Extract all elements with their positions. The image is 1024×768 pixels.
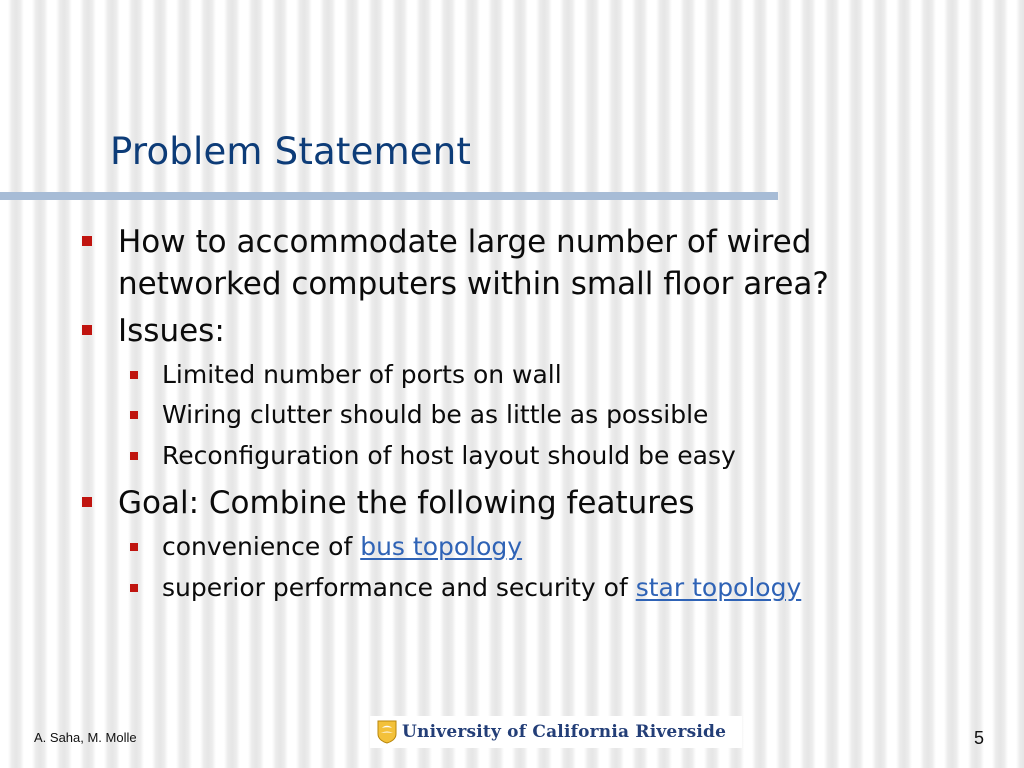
bullet-square-icon [82, 325, 92, 335]
sub-bullet-text: Limited number of ports on wall [162, 360, 562, 389]
star-topology-link[interactable]: star topology [635, 573, 802, 602]
bullet-text-line: networked computers within small floor area? [118, 266, 829, 302]
bullet-square-icon [130, 411, 138, 419]
sub-bullet-prefix: convenience of [162, 532, 361, 561]
logo-text: University of California Riverside [402, 722, 727, 742]
bullet-square-icon [82, 497, 92, 507]
footer-author: A. Saha, M. Molle [34, 730, 137, 745]
bullet-square-icon [130, 584, 138, 592]
sub-bullet-text [162, 569, 801, 607]
bullet-goal-label: Goal: Combine the following features [118, 485, 695, 521]
sub-bullet-prefix: superior performance and security of [162, 573, 636, 602]
bullet-issues-label: Issues: [118, 313, 225, 349]
sub-bullet-text: Wiring clutter should be as little as possible [162, 400, 709, 429]
bullet-square-icon [130, 452, 138, 460]
university-seal-icon [376, 720, 398, 744]
bullet-text-line: How to accommodate large number of wired [118, 224, 812, 260]
sub-bullet-text [162, 528, 522, 566]
bullet-square-icon [130, 371, 138, 379]
sub-bullet-text: Reconfiguration of host layout should be easy [162, 441, 736, 470]
bullet-square-icon [82, 236, 92, 246]
bus-topology-link[interactable]: bus topology [360, 532, 523, 561]
ucr-logo [370, 716, 742, 748]
bullet-square-icon [130, 543, 138, 551]
slide-title: Problem Statement [110, 130, 472, 173]
page-number: 5 [974, 728, 985, 748]
